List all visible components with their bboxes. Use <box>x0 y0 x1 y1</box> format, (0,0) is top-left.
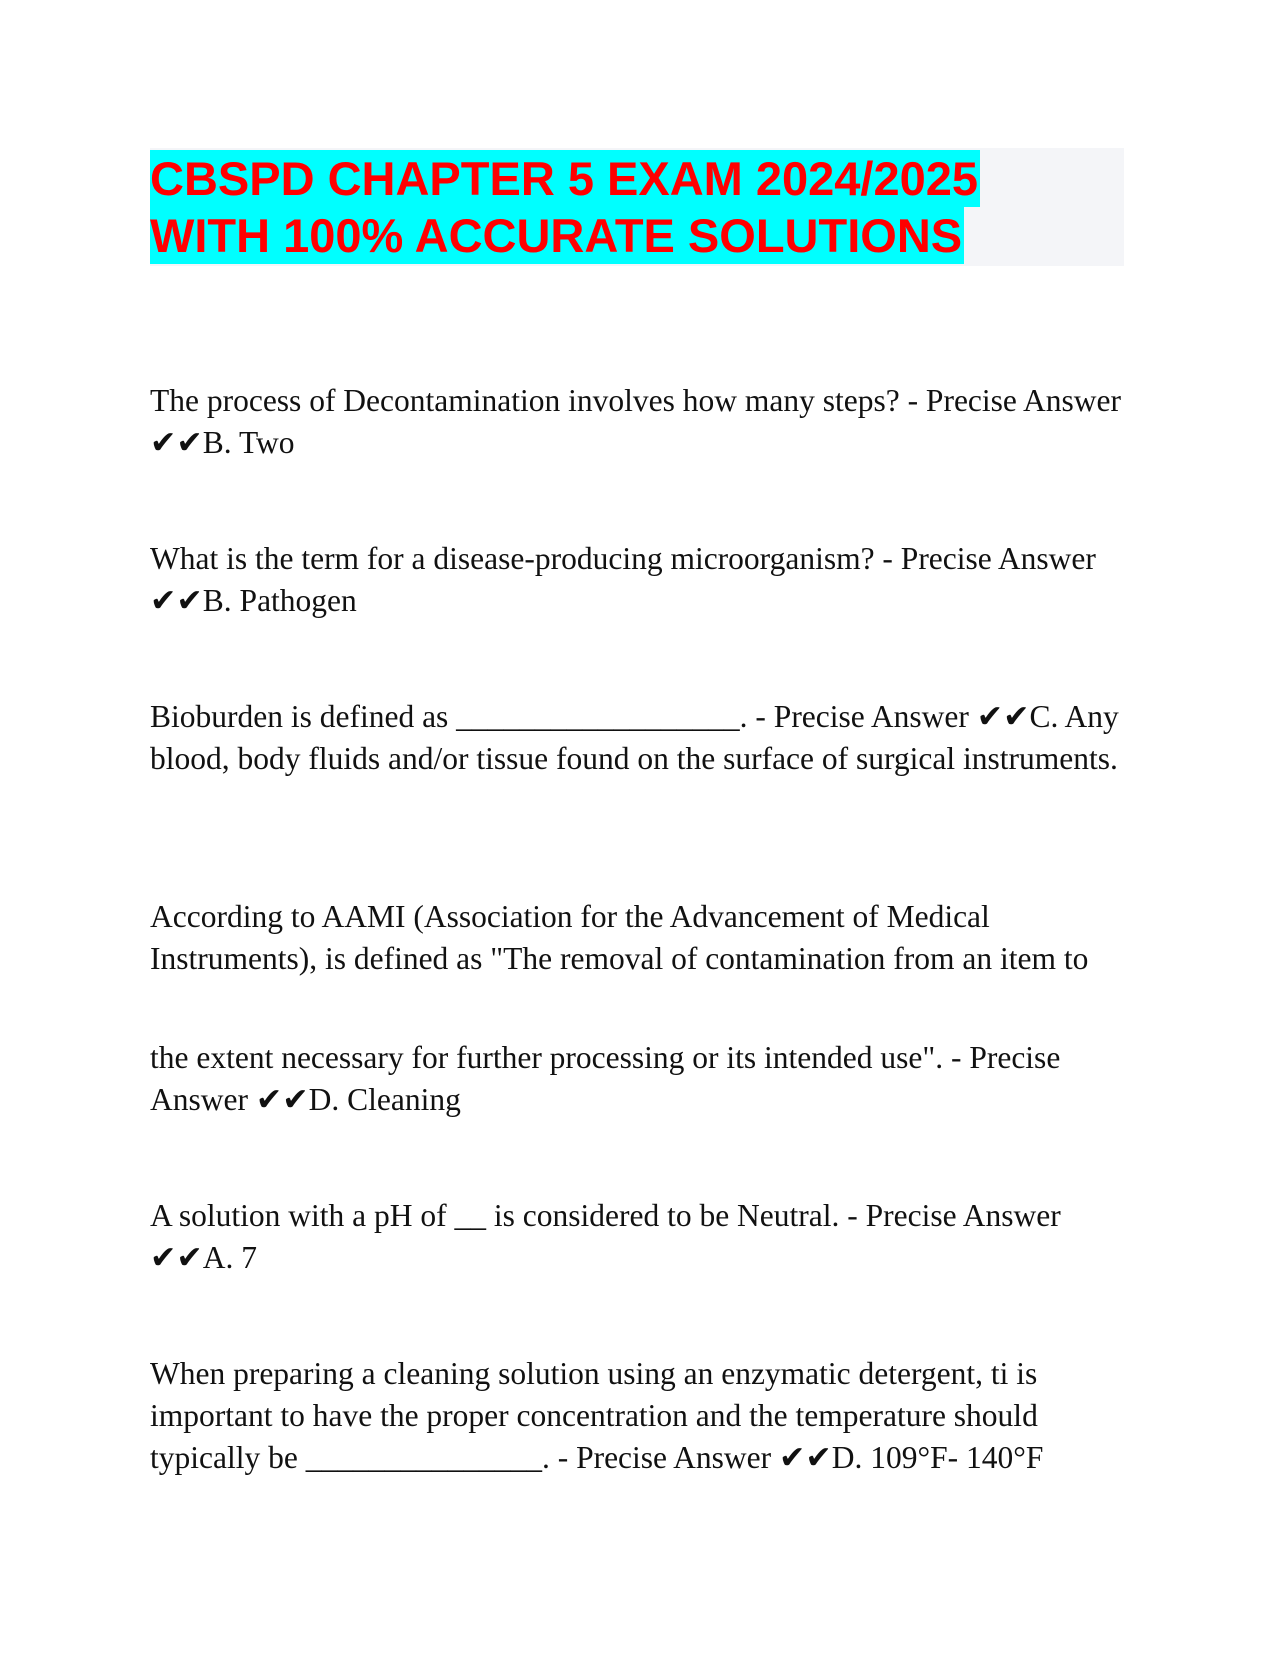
qa-item-2: What is the term for a disease-producing microorganism? - Precise Answer ✔✔B. Pathogen <box>150 541 1096 618</box>
qa-item-6: When preparing a cleaning solution using an enzymatic detergent, ti is important to have the proper concentration and the temperature should typically be _______________. - Precise Answer ✔✔D. 109°F- 140°F <box>150 1356 1044 1475</box>
qa-item-1: The process of Decontamination involves how many steps? - Precise Answer ✔✔B. Two <box>150 383 1122 460</box>
document-title-line-2: WITH 100% ACCURATE SOLUTIONS <box>150 209 963 262</box>
qa-item-4-continued: the extent necessary for further processing or its intended use". - Precise Answer ✔✔D. Cleaning <box>150 1040 1061 1117</box>
qa-item-5: A solution with a pH of __ is considered to be Neutral. - Precise Answer ✔✔A. 7 <box>150 1198 1061 1275</box>
document-title-line-1: CBSPD CHAPTER 5 EXAM 2024/2025 <box>150 152 979 205</box>
qa-item-4: According to AAMI (Association for the Advancement of Medical Instruments), is defined as "The removal of contamination from an item to <box>150 899 1089 976</box>
qa-item-3: Bioburden is defined as __________________. - Precise Answer ✔✔C. Any blood, body fluids and/or tissue found on the surface of surgical instruments. <box>150 699 1119 776</box>
